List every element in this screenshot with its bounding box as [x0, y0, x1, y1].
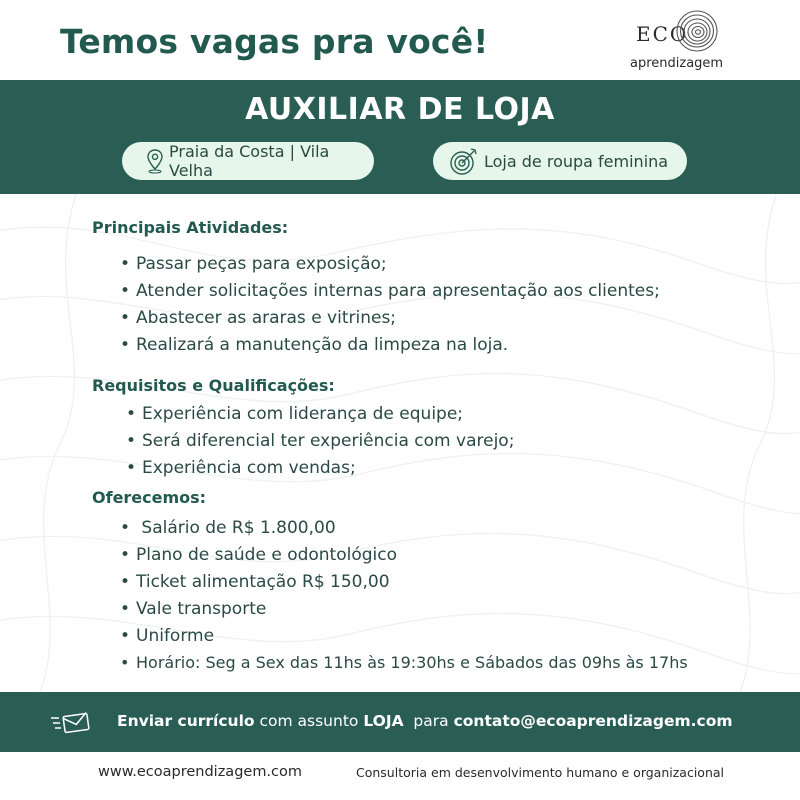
offer-item: • Salário de R$ 1.800,00 — [120, 518, 336, 538]
activity-item: • Atender solicitações internas para apresentação aos clientes; — [120, 281, 660, 301]
page-headline: Temos vagas pra você! — [60, 22, 489, 61]
requirement-item: • Experiência com liderança de equipe; — [126, 404, 464, 424]
activity-item: • Realizará a manutenção da limpeza na loja. — [120, 335, 509, 355]
activity-item: • Passar peças para exposição; — [120, 254, 387, 274]
offers-title: Oferecemos: — [92, 488, 207, 507]
header — [0, 0, 800, 80]
company-tagline: Consultoria em desenvolvimento humano e organizacional — [356, 765, 725, 780]
requirement-item: • Será diferencial ter experiência com varejo; — [126, 431, 515, 451]
offer-item: • Ticket alimentação R$ 150,00 — [120, 572, 390, 592]
footer — [0, 752, 800, 800]
location-pill — [122, 142, 374, 180]
location-label: Praia da Costa | Vila Velha — [169, 142, 330, 180]
contact-email-link[interactable]: contato@ecoaprendizagem.com — [453, 712, 733, 730]
target-icon — [449, 146, 479, 176]
apply-instructions: Enviar currículo com assunto LOJA para contato@ecoaprendizagem.com — [117, 712, 733, 730]
location-pin-icon — [146, 148, 164, 174]
offer-item: • Uniforme — [120, 626, 215, 646]
website-link[interactable]: www.ecoaprendizagem.com — [98, 764, 303, 780]
job-banner — [0, 80, 800, 194]
category-label: Loja de roupa feminina — [484, 151, 669, 171]
send-mail-icon — [50, 712, 92, 734]
category-pill — [433, 142, 687, 180]
offer-item: • Horário: Seg a Sex das 11hs às 19:30hs e Sábados das 09hs às 17hs — [120, 653, 688, 672]
activity-item: • Abastecer as araras e vitrines; — [120, 308, 397, 328]
offer-item: • Vale transporte — [120, 599, 267, 619]
fingerprint-icon — [674, 8, 720, 54]
activities-title: Principais Atividades: — [92, 218, 289, 237]
logo-eco-text: ECO — [636, 22, 689, 46]
job-title: AUXILIAR DE LOJA — [245, 92, 555, 127]
requirement-item: • Experiência com vendas; — [126, 458, 356, 478]
apply-banner — [0, 692, 800, 752]
offer-item: • Plano de saúde e odontológico — [120, 545, 398, 565]
company-logo — [628, 8, 728, 74]
requirements-title: Requisitos e Qualificações: — [92, 376, 335, 395]
job-details — [0, 194, 800, 692]
logo-subtitle: aprendizagem — [630, 56, 724, 71]
